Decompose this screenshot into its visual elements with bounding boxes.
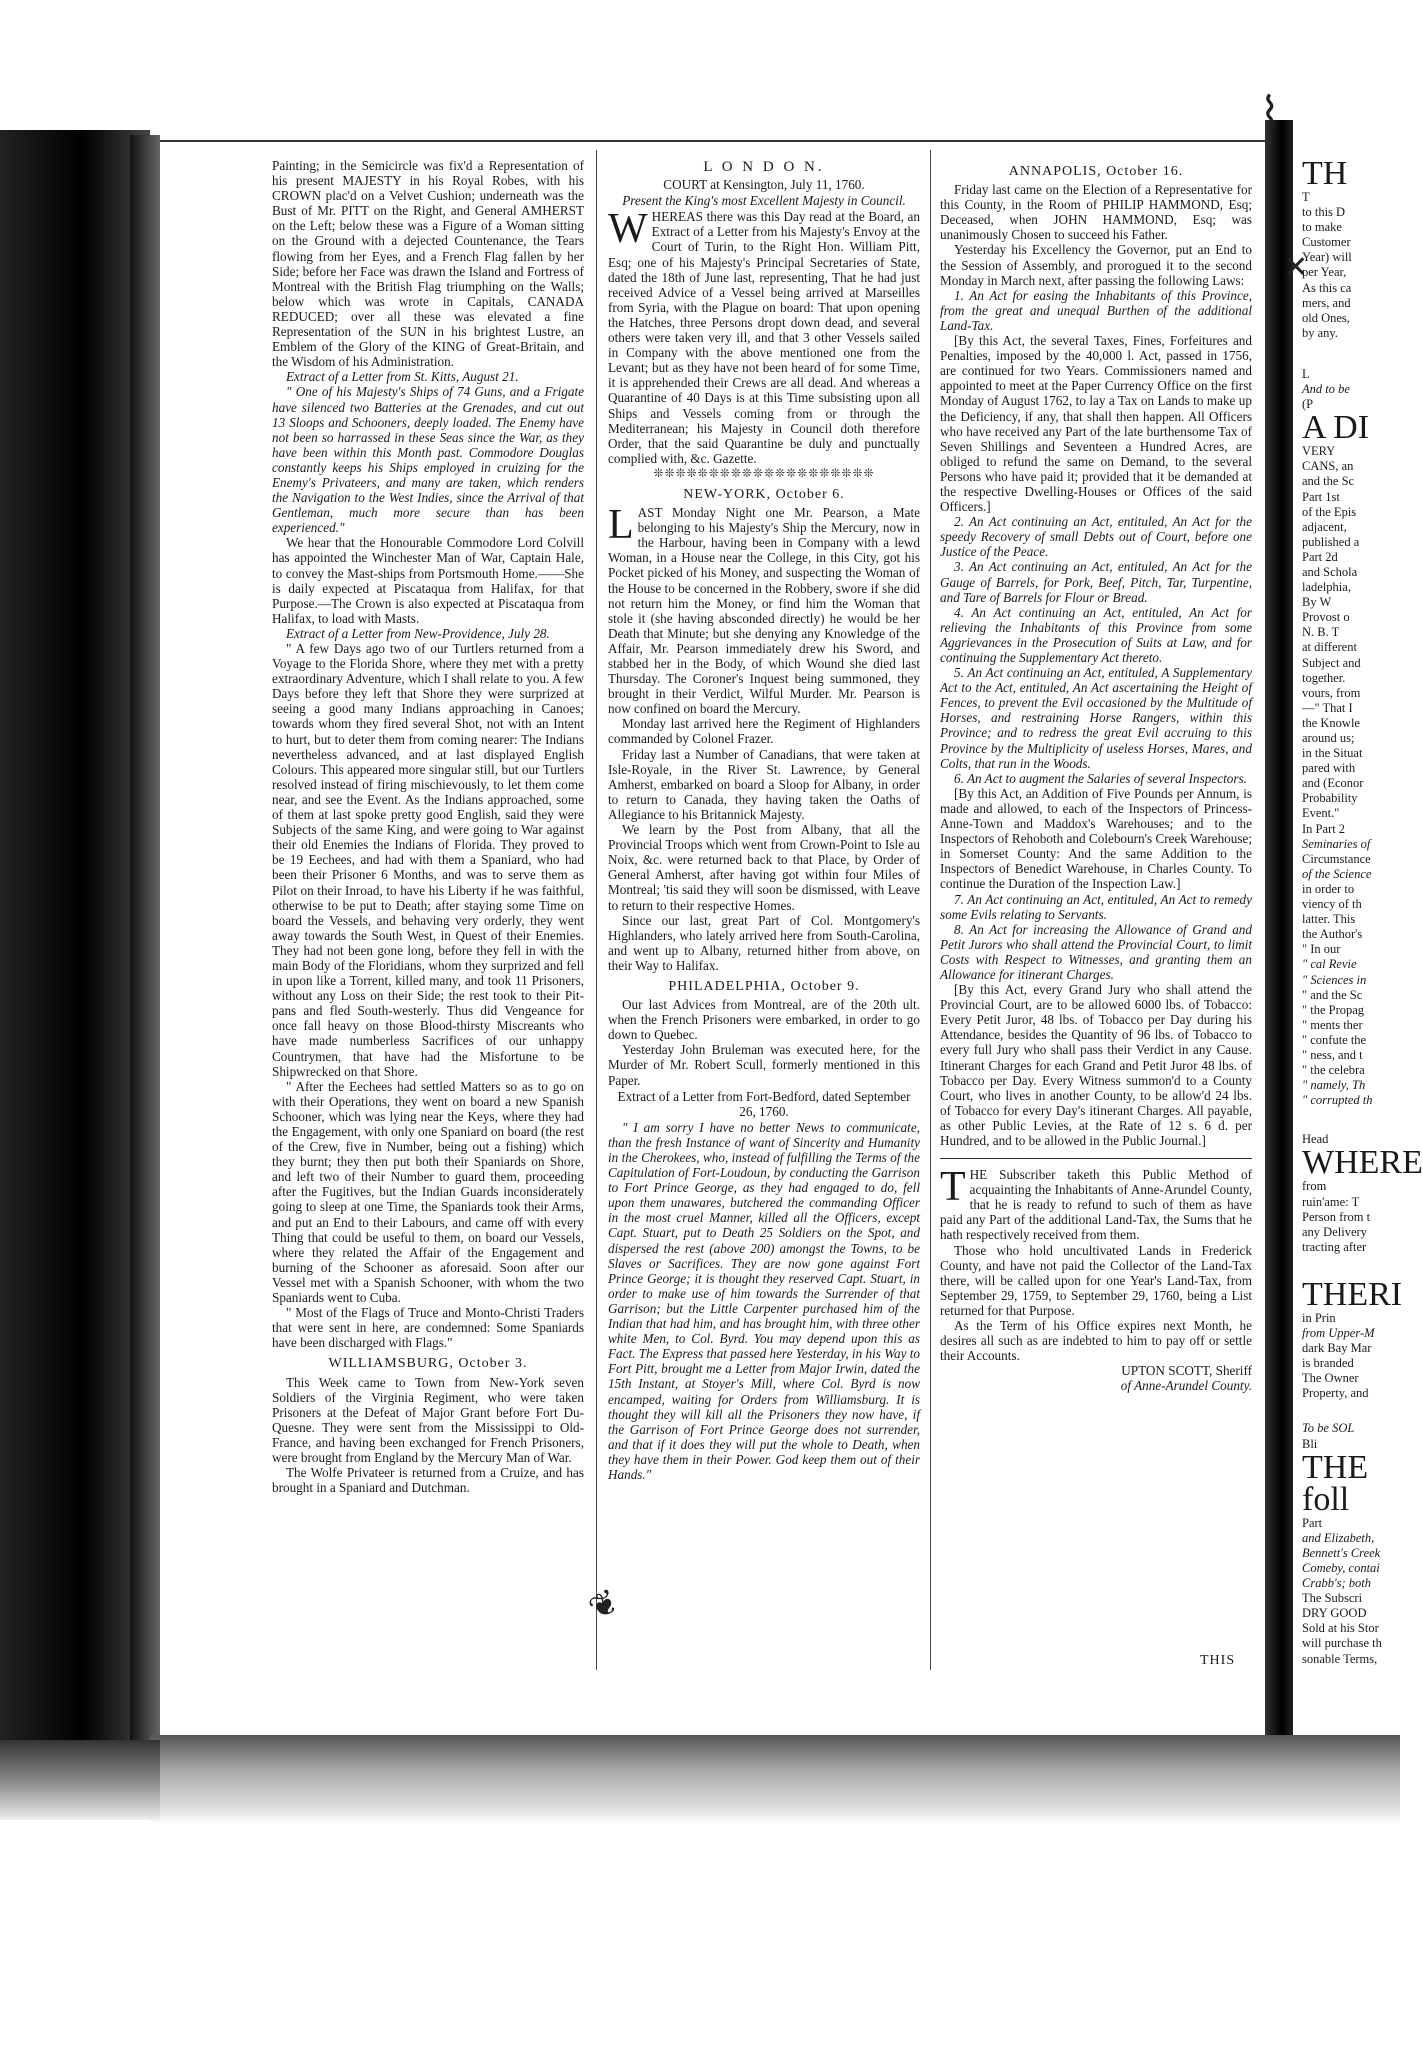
right-binding-shadow [1265,120,1293,1760]
col4-line: any Delivery [1302,1224,1367,1239]
law-item: 5. An Act continuing an Act, entituled, A Supplementary Act to the Act, entituled, An Act ascertaining the Height of Fences, to prevent the Evil occasioned by the Multitude of Horses, and restraining Horse Rangers, within this Province; and to redress the great Evil accruing to this Province by the Multiplicity of useless Horses, Mares, and Colts, that run in the Woods. [940,665,1252,771]
col2-paragraph: We learn by the Post from Albany, that all the Provincial Troops which went from Crown-Point to Isle au Noix, &c. were returned back to that Place, by Order of General Amherst, after having got within four Miles of Montreal; 'tis said they will soon be dismissed, with Leave to return to their respective Homes. [608,822,920,913]
col4-line: viency of th [1302,897,1362,912]
column-divider-1 [596,150,597,1670]
col4-line: sonable Terms, [1302,1651,1378,1666]
column-divider-2 [930,150,931,1670]
col1-paragraph: The Wolfe Privateer is returned from a Cruize, and has brought in a Spaniard and Dutchman. [272,1465,584,1496]
col4-line: " cal Revie [1302,957,1357,972]
law-note: [By this Act, the several Taxes, Fines, Forfeitures and Penalties, imposed by the 40,000 l. Act, passed in 1756, are continued for two Years. Commissioners named and appointed to meet at the Paper Currency Office on the first Monday of August 1762, to lay a Tax on Lands to make up the Deficiency, if any, that shall then happen. All Officers who have received any Part of the late burthensome Tax of Seven Shillings and Seventeen a Hundred Acres, are obliged to refund the same on Demand, to the several Persons who have paid it; provided that it be demanded at the respective Dwelling-Houses or Offices of the said Officers.] [940,333,1252,515]
col4-line: T [1302,190,1310,204]
col4-line: published a [1302,534,1360,549]
col4-line: is branded [1302,1356,1354,1371]
london-heading: L O N D O N. [703,159,825,175]
col4-line: The Owner [1302,1371,1359,1386]
col4-line: —" That I [1302,700,1353,715]
court-line: COURT at Kensington, July 11, 1760. [663,177,865,193]
col4-line: In Part 2 [1302,821,1346,836]
ad-paragraph: As the Term of his Office expires next Month, he desires all such as are indebted to him to pay off or settle their Accounts. [940,1318,1252,1364]
col4-line: " the celebra [1302,1063,1365,1078]
drop-cap: T [940,1164,966,1211]
col4-line: Comeby, contai [1302,1560,1380,1575]
col4-line: N. B. T [1302,625,1340,640]
col4-line: pared with [1302,761,1356,776]
col1-letter-heading: Extract of a Letter from St. Kitts, August 21. [286,369,519,385]
col2-paragraph: LAST Monday Night one Mr. Pearson, a Mate belonging to his Majesty's Ship the Mercury, now in the Harbour, having been in Company with a lewd Woman, in a House near the College, in this City, got his Pocket picked of his Money, and suspecting the Woman of the House to be concerned in the Robbery, swore if she did not return him the Money, or find him the Woman that stole it (she having absconded directly) he would be her Death that Minute; but she denying any Knowledge of the Affair, Mr. Pearson immediately drew his Sword, and stabbed her in the Body, of which Wound she died last Thursday. The Coroner's Inquest being summoned, they brought in their Verdict, Wilful Murder. Mr. Pearson is now confined on board the Mercury. [608,502,920,717]
ad-signature: UPTON SCOTT, Sheriff [1121,1363,1252,1379]
col4-line: " corrupted th [1302,1093,1373,1108]
col4-line: Sold at his Stor [1302,1621,1379,1636]
col2-paragraph: Yesterday John Bruleman was executed here, for the Murder of Mr. Robert Scull, formerly mentioned in this Paper. [608,1042,920,1088]
col4-line: in the Situat [1302,746,1363,761]
col1-paragraph: Painting; in the Semicircle was fix'd a Representation of his present MAJESTY in his Royal Robes, with his CROWN plac'd on a Velvet Cushion; underneath was the Bust of Mr. PITT on the Right, and General AMHERST on the Left; below these was a Figure of a Woman sitting on the Ground with a dejected Countenance, the Tears flowing from her Eyes, and a French Flag fallen by her Side; before her Face was drawn the Island and Fortress of Montreal with the British Flag triumphing on the Walls; below which was wrote in Capitals, CANADA REDUCED; over all these was elevated a fine Representation of the SUN in his brightest Lustre, an Emblem of the Glory of the KING of Great-Britain, and the Wisdom of his Administration. [272,158,584,370]
col4-line: to make [1302,220,1342,235]
column-4-partial [1302,155,1423,1666]
col4-line: TH [1302,155,1348,192]
col1-dateline: WILLIAMSBURG, October 3. [328,1356,528,1372]
col4-line: " confute the [1302,1032,1367,1047]
drop-cap: W [608,206,648,253]
present-line: Present the King's most Excellent Majesty in Council. [622,193,906,209]
col4-line: vours, from [1302,685,1361,700]
col4-line: ladelphia, [1302,580,1351,595]
col4-line: old Ones, [1302,310,1350,325]
top-rule [160,140,1265,142]
column-2 [608,158,920,1678]
col4-line: by any. [1302,325,1338,340]
col4-line: together. [1302,670,1346,685]
col4-line: Bli [1302,1436,1318,1451]
col4-line: THE foll [1302,1448,1369,1518]
col4-line: " In our [1302,942,1341,957]
bottom-left-scan-shadow [0,1740,160,1820]
ad-signature-title: of Anne-Arundel County. [1120,1378,1252,1394]
law-item: 3. An Act continuing an Act, entituled, An Act for the Gauge of Barrels, for Pork, Beef, Pitch, Tar, Turpentine, and Tare of Barrels for Flour or Bread. [940,559,1252,605]
sheriff-advertisement [940,1158,1252,1393]
ink-blot: ❦ [582,1582,627,1629]
column-1 [272,158,584,1678]
col4-line: The Subscri [1302,1591,1363,1606]
col4-line: " Sciences in [1302,972,1367,987]
handwritten-x-mark: ✕ [1283,251,1309,284]
col4-line: Subject and [1302,655,1361,670]
col4-line: By W [1302,595,1332,610]
col4-line: Head [1302,1132,1329,1147]
col4-line: will purchase th [1302,1636,1382,1651]
left-binding-edge [130,135,160,1745]
col4-line: from [1302,1179,1327,1194]
law-item: 1. An Act for easing the Inhabitants of this Province, from the great and unequal Burthen of the additional Land-Tax. [940,287,1252,333]
col2-paragraph: Since our last, great Part of Col. Montgomery's Highlanders, who lately arrived here from South-Carolina, and went up to Albany, returned hither from above, on their Way to Halifax. [608,912,920,973]
col4-line: As this ca [1302,280,1352,295]
col1-paragraph: " Most of the Flags of Truce and Monto-Christi Traders that were sent in here, are condemned: Some Spaniards have been discharged with Flags." [272,1305,584,1351]
ad-paragraph: THE Subscriber taketh this Public Method of acquainting the Inhabitants of Anne-Arundel County, that he is ready to refund to such of them as have paid any Part of the additional Land-Tax, the Sums that he hath respectively received from them. [940,1164,1252,1243]
law-note: [By this Act, every Grand Jury who shall attend the Provincial Court, are to be allowed 6000 lbs. of Tobacco: Every Petit Juror, 48 lbs. of Tobacco per Day during his Attendance, besides the Quantity of 96 lbs. of Tobacco to every full Jury who shall pass their Verdict in any Cause. Itinerant Charges for each Grand and Petit Juror 48 lbs. of Tobacco per Day. Every Witness summon'd to a County Court, who lives in another County, to be allow'd 24 lbs. of Tobacco for every Day's itinerant Charges. All payable, as other Public Levies, at the Rate of 12 s. 6 d. per Hundred, and to be allowed in the Public Journal.] [940,982,1252,1148]
col4-line: To be SOL [1302,1421,1355,1436]
col2-dateline: NEW-YORK, October 6. [683,486,845,502]
col4-line: the Knowle [1302,715,1360,730]
law-item: 8. An Act for increasing the Allowance of Grand and Petit Jurors who shall attend the Provincial Court, to limit Costs with Respect to Witnesses, and granting them an Allowance for itinerant Charges. [940,921,1252,982]
drop-cap: L [608,502,634,549]
ornament-rule: ❊❊❊❊❊❊❊❊❊❊❊❊❊❊❊❊❊❊❊❊ [653,465,875,480]
col4-line: and Schola [1302,564,1358,579]
col4-line: in order to [1302,881,1355,896]
col4-line: Part 1st [1302,489,1340,504]
col4-line: THERI [1302,1275,1403,1313]
col1-paragraph: " A few Days ago two of our Turtlers returned from a Voyage to the Florida Shore, where they met with a pretty extraordinary Adventure, which I shall relate to you. A few Days before they left that Shore they were surprized at seeing a good many Indians approaching in Canoes; towards whom they fired several Shot, not with an Intent to hurt, but to deter them from coming nearer: The Indians nevertheless advanced, and at last displayed English Colours. This appeared more singular still, but our Turtlers resolved instead of firing mischievously, to let them come near, and see the Event. As the Indians approached, some of them at last spoke pretty good English, said they were Subjects of the same King, and were going to War against their old Enemies the Indians of Florida. They proved to be 19 Eechees, and had with them a Spaniard, who had been their Prisoner 6 Months, and was to serve them as Pilot on their Inroad, to have his Liberty if he was faithful, otherwise to be put to Death; after staying some Time on board the Vessels, and behaving very orderly, they went away towards the South West, in Quest of their Enemies. They had not been gone long, before they fell in with the main Body of the Floridians, whom they surprized and fell in upon like a Torrent, killed many, and took 11 Prisoners, without any Loss on their Side; the rest took to their Pit-pans and fled South-westerly. Thus did Vengeance for once fall heavy on those Blood-thirsty Miscreants who have made numberless Sacrifices of our unhappy Countrymen, that have had the Misfortune to be Shipwrecked on that Shore. [272,641,584,1079]
col4-line: and the Sc [1302,474,1355,489]
col4-line: and Elizabeth, [1302,1530,1375,1545]
catchword: THIS [1200,1653,1236,1668]
col2-paragraph: Our last Advices from Montreal, are of the 20th ult. when the French Prisoners were embarked, in order to go down to Quebec. [608,997,920,1043]
col4-line: Part 2d [1302,549,1338,564]
col2-paragraph: Friday last a Number of Canadians, that were taken at Isle-Royale, in the River St. Lawrence, by General Amherst, embarked on board a Sloop for Albany, in order to return to Canada, they having taken the Oaths of Allegiance to his Britannick Majesty. [608,746,920,822]
col2-dateline: PHILADELPHIA, October 9. [668,978,860,994]
col4-line: Person from t [1302,1209,1371,1224]
law-item: 6. An Act to augment the Salaries of several Inspectors. [954,770,1247,786]
col1-paragraph: This Week came to Town from New-York seven Soldiers of the Virginia Regiment, who were taken Prisoners at the Defeat of Major Grant before Fort Du-Quesne. They were sent from the Mississippi to Old-France, and having been exchanged for French Prisoners, were brought from England by the Mercury Man of War. [272,1374,584,1465]
col4-line: " ness, and t [1302,1047,1363,1062]
col4-line: adjacent, [1302,519,1347,534]
col4-line: mers, and [1302,295,1351,310]
col4-line: the Author's [1302,927,1363,942]
col4-line: to this D [1302,205,1346,220]
col4-line: ruin'ame: T [1302,1194,1360,1209]
col4-line: Customer [1302,235,1351,250]
col4-line: " and the Sc [1302,987,1363,1002]
col4-line: Seminaries of [1302,836,1371,851]
col4-line: of the Epis [1302,504,1357,519]
ad-paragraph: Those who hold uncultivated Lands in Frederick County, and have not paid the Collector of the Land-Tax there, will be called upon for one Year's Land-Tax, from September 29, 1759, to September 29, 1760, being a List returned for that Purpose. [940,1242,1252,1318]
col4-line: CANS, an [1302,459,1354,474]
col2-paragraph: Monday last arrived here the Regiment of Highlanders commanded by Colonel Frazer. [608,716,920,747]
col4-line: Event." [1302,806,1340,821]
col4-line: " the Propag [1302,1002,1365,1017]
col2-paragraph: " I am sorry I have no better News to communicate, than the fresh Instance of want of Sincerity and Humanity in the Cherokees, who, instead of fulfilling the Terms of the Capitulation of Fort-Loudoun, by conducting the Garrison to Fort Prince George, as they had engaged to do, fell upon them unawares, butchered the commanding Officer in the most cruel Manner, killed all the Officers, except Capt. Stuart, put to Death 25 Soldiers on the Spot, and dispersed the rest (above 200) amongst the Towns, to be Slaves or Sacrifices. They are now gone against Fort Prince George; it is thought they reserved Capt. Stuart, in order to make use of him towards the Surrender of that Garrison; but the Little Carpenter purchased him of the Indian that had him, and has brought him, with three other white Men, to Col. Byrd. You may depend upon this as Fact. The Express that passed here Yesterday, in his Way to Fort Pitt, brought me a Letter from Major Irwin, dated the 15th Instant, at Stoyer's Mill, where Col. Byrd is now encamped, waiting for Orders from Williamsburg. It is thought they will kill all the Prisoners they now have, if the Garrison of Fort Prince George does not surrender, and that if it does they will put the whole to Death, when they have them in their Power. God keep them out of their Hands." [608,1119,920,1482]
bottom-scan-shadow [150,1735,1400,1825]
col4-line: DRY GOOD [1302,1606,1367,1621]
col4-line: per Year, [1302,265,1347,280]
col4-line: WHERE [1302,1144,1423,1182]
col4-line: " ments ther [1302,1017,1363,1032]
col4-line: around us; [1302,731,1355,745]
col4-line: Provost o [1302,610,1350,625]
law-note: [By this Act, an Addition of Five Pounds per Annum, is made and allowed, to each of the Inspectors of Princess-Anne-Town and Maddox's Warehouses; and to the Inspectors of Rehoboth and Colebourn's Creek Warehouse; in Somerset County: And the same Addition to the Inspectors of Benedict Warehouse, in Charles County. To continue the Duration of the Inspection Law.] [940,785,1252,892]
col2-paragraph: WHEREAS there was this Day read at the Board, an Extract of a Letter from his Majesty's Envoy at the Court of Turin, to the Right Hon. William Pitt, Esq; one of his Majesty's Principal Secretaries of State, dated the 18th of June last, representing, That he had just received Advice of a Vessel being arrived at Marseilles from Syria, with the Plague on board: That upon opening the Hatches, three Persons dropt down dead, and several others were taken very ill, and that 3 other Vessels sailed in Company with the above mentioned one from the Levant; but as they have not been heard of for some Time, it is apprehended their Crews are all dead. And whereas a Quarantine of 40 Days is at this Time subsisting upon all Ships and Vessels coming from or through the Mediterranean; his Majesty in Council doth therefore Order, that the said Quarantine be duly and punctually complied with, &c. Gazette. [608,206,920,466]
col1-paragraph: " One of his Majesty's Ships of 74 Guns, and a Frigate have silenced two Batteries at the Grenades, and cut out 13 Sloops and Schooners, deeply loaded. The Enemy have not been so harrassed in these Seas since the War, as they have been within this Month past. Commodore Douglas constantly keeps his Ships employed in cruizing for the Enemy's Privateers, and many are taken, which renders the Navigation to the West Indies, since the Arrival of that Gentleman, much more secure than has been experienced." [272,384,584,536]
col4-line: dark Bay Mar [1302,1341,1372,1356]
law-item: 7. An Act continuing an Act, entituled, An Act to remedy some Evils relating to Servants. [940,891,1252,922]
col4-line: And to be [1302,382,1350,397]
col2-letter-heading: Extract of a Letter from Fort-Bedford, dated September 26, 1760. [617,1088,911,1119]
col4-line: and (Econor [1302,776,1364,791]
col4-line: A DI [1302,409,1370,447]
left-binding-shadow [0,130,150,1750]
col4-line: Probability [1302,791,1358,806]
law-item: 4. An Act continuing an Act, entituled, An Act for relieving the Inhabitants of this Province from some Aggrievances in the Prosecution of Suits at Law, and for continuing the Supplementary Act thereto. [940,604,1252,665]
col4-line: (P [1302,397,1314,412]
col4-line: " namely, Th [1302,1078,1366,1093]
col4-line: Bennett's Creek [1302,1545,1381,1560]
col4-line: latter. This [1302,912,1356,927]
col4-line: of the Science [1302,866,1372,881]
col4-line: Crabb's; both [1302,1576,1372,1591]
col4-line: at different [1302,640,1357,655]
col1-letter-heading: Extract of a Letter from New-Providence, July 28. [286,625,550,641]
col1-paragraph: " After the Eechees had settled Matters so as to go on with their Operations, they went on board a new Spanish Schooner, which was lying near the Keys, where they had the Engagement, with only one Spaniard on board (the rest of the Crew, five in Number, being out a fishing) which they burnt; they then put both their Spaniards on Shore, and left two of their Number to guard them, proceeding after the Fugitives, but the Indian Guards inconsiderately going to sleep at one Time, the Spaniards took their Arms, and put an End to their Labours, and came off with every Thing that could be useful to them, on board our Vessels, where they related the Affair of the Engagement and burning of the Schooner as aforesaid. Soon after our Vessel met with a Spanish Schooner, with whom the two Spaniards went to Cuba. [272,1078,584,1306]
col1-paragraph: We hear that the Honourable Commodore Lord Colvill has appointed the Winchester Man of War, Captain Hale, to convey the Mast-ships from Portsmouth Home.——She is daily expected at Piscataqua from Halifax, for that Purpose.—The Crown is also expected at Piscataqua from Halifax, to load with Masts. [272,535,584,626]
col4-line: VERY [1302,444,1336,459]
col3-paragraph: Friday last came on the Election of a Representative for this County, in the Room of PHILIP HAMMOND, Esq; Deceased, when JOHN HAMMOND, Esq; was unanimously Chosen to succeed his Father. [940,182,1252,243]
col4-line: tracting after [1302,1239,1367,1254]
column-3 [940,158,1252,1678]
col4-line: from Upper-M [1302,1326,1375,1340]
col3-paragraph: Yesterday his Excellency the Governor, put an End to the Session of Assembly, and prorogued it to the second Monday in March next, after passing the following Laws: [940,242,1252,288]
handwritten-mark-top: ⌇ [1260,89,1280,134]
col4-line: Year) will [1302,250,1352,265]
annapolis-dateline: ANNAPOLIS, October 16. [1008,164,1184,179]
col4-line: Part [1302,1515,1323,1530]
col4-line: Circumstance [1302,851,1371,866]
col4-line: L [1302,366,1310,381]
col4-line: Property, and [1302,1386,1369,1401]
law-item: 2. An Act continuing an Act, entituled, An Act for the speedy Recovery of small Debts out of Court, before one Justice of the Peace. [940,514,1252,560]
col4-line: in Prin [1302,1310,1336,1325]
